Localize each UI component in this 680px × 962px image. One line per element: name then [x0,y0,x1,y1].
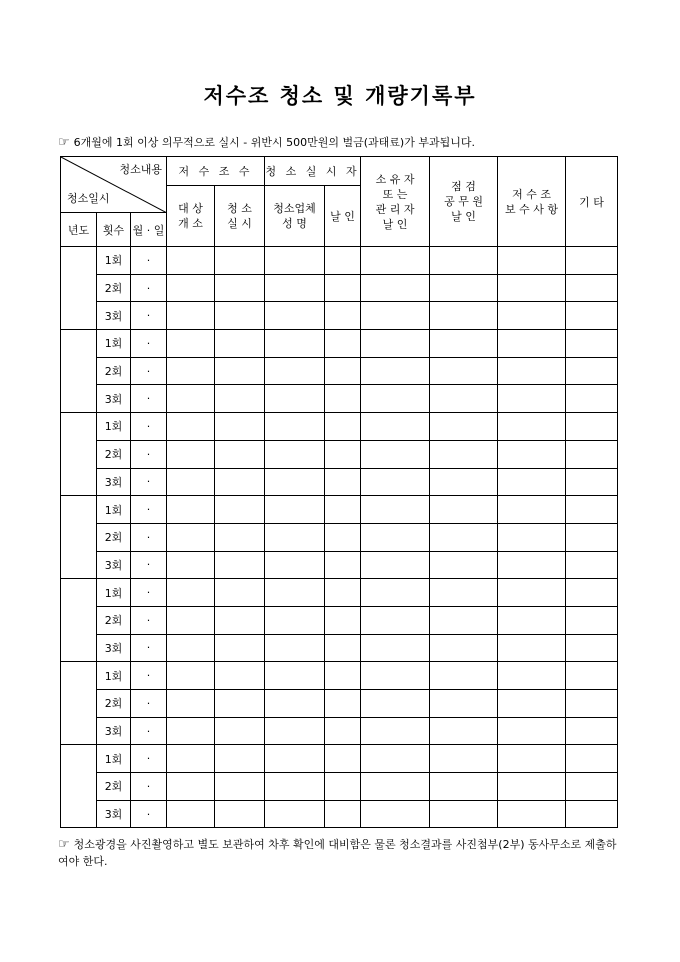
owner-seal-cell[interactable] [361,496,430,524]
header-target [167,186,215,247]
target-cell[interactable] [167,274,215,302]
owner-line-1: 소 유 자 [375,172,415,186]
count-cell: 1회 [97,579,131,607]
owner-seal-cell[interactable] [361,745,430,773]
date-cell[interactable]: · [131,413,167,441]
count-cell: 2회 [97,357,131,385]
header-repair [498,157,566,247]
owner-seal-cell[interactable] [361,551,430,579]
owner-line-4: 날 인 [382,217,408,231]
repair-cell[interactable] [498,551,566,579]
target-cell[interactable] [167,413,215,441]
cleaned-cell[interactable] [215,330,265,358]
date-cell[interactable]: · [131,690,167,718]
other-cell[interactable] [566,385,618,413]
table-row [61,468,618,496]
date-cell[interactable]: · [131,773,167,801]
table-row [61,634,618,662]
company-cell[interactable] [265,413,325,441]
cleaned-cell[interactable] [215,717,265,745]
company-cell[interactable] [265,330,325,358]
seal-cell[interactable] [325,800,361,828]
cleaned-cell[interactable] [215,274,265,302]
target-cell[interactable] [167,773,215,801]
table-row [61,330,618,358]
cleaned-line-1: 청 소 [227,202,252,215]
count-cell: 1회 [97,413,131,441]
target-cell[interactable] [167,440,215,468]
other-cell[interactable] [566,690,618,718]
company-cell[interactable] [265,523,325,551]
table-row [61,302,618,330]
seal-cell[interactable] [325,523,361,551]
inspector-seal-cell[interactable] [430,302,498,330]
header-month-day: 월 · 일 [131,213,167,247]
repair-cell[interactable] [498,690,566,718]
inspector-seal-cell[interactable] [430,773,498,801]
inspector-seal-cell[interactable] [430,579,498,607]
year-cell[interactable] [61,496,97,579]
date-cell[interactable]: · [131,302,167,330]
cleaned-cell[interactable] [215,440,265,468]
owner-seal-cell[interactable] [361,357,430,385]
company-cell[interactable] [265,385,325,413]
other-cell[interactable] [566,551,618,579]
header-inspector [430,157,498,247]
table-body [61,247,618,828]
company-cell[interactable] [265,800,325,828]
other-cell[interactable] [566,357,618,385]
seal-cell[interactable] [325,357,361,385]
company-cell[interactable] [265,634,325,662]
date-cell[interactable]: · [131,662,167,690]
table-row [61,274,618,302]
repair-cell[interactable] [498,606,566,634]
table-row [61,579,618,607]
other-cell[interactable] [566,496,618,524]
table-row [61,773,618,801]
target-cell[interactable] [167,606,215,634]
company-cell[interactable] [265,773,325,801]
repair-cell[interactable] [498,579,566,607]
repair-cell[interactable] [498,440,566,468]
table-row [61,357,618,385]
cleaned-cell[interactable] [215,523,265,551]
date-cell[interactable]: · [131,717,167,745]
notice-top-text: 6개월에 1회 이상 의무적으로 실시 - 위반시 500만원의 벌금(과태료)가 부과됩니다. [73,136,475,149]
table-row [61,551,618,579]
target-cell[interactable] [167,357,215,385]
inspector-seal-cell[interactable] [430,634,498,662]
seal-cell[interactable] [325,302,361,330]
company-cell[interactable] [265,717,325,745]
header-company [265,186,325,247]
other-cell[interactable] [566,523,618,551]
company-cell[interactable] [265,357,325,385]
owner-seal-cell[interactable] [361,773,430,801]
company-line-2: 성 명 [282,217,307,230]
inspector-seal-cell[interactable] [430,690,498,718]
cleaned-cell[interactable] [215,579,265,607]
seal-cell[interactable] [325,551,361,579]
year-cell[interactable] [61,247,97,330]
count-cell: 3회 [97,385,131,413]
target-cell[interactable] [167,247,215,275]
target-cell[interactable] [167,468,215,496]
cleaned-cell[interactable] [215,468,265,496]
pointing-hand-icon: ☞ [58,837,70,852]
header-year: 년도 [61,213,97,247]
repair-cell[interactable] [498,385,566,413]
date-cell[interactable]: · [131,330,167,358]
inspector-seal-cell[interactable] [430,385,498,413]
table-row [61,413,618,441]
count-cell: 2회 [97,440,131,468]
date-cell[interactable]: · [131,247,167,275]
company-cell[interactable] [265,274,325,302]
repair-line-2: 보 수 사 항 [505,202,559,216]
table-row [61,690,618,718]
count-cell: 3회 [97,634,131,662]
owner-seal-cell[interactable] [361,440,430,468]
repair-cell[interactable] [498,662,566,690]
owner-seal-cell[interactable] [361,634,430,662]
repair-cell[interactable] [498,413,566,441]
seal-cell[interactable] [325,274,361,302]
seal-cell[interactable] [325,606,361,634]
repair-cell[interactable] [498,302,566,330]
inspector-seal-cell[interactable] [430,274,498,302]
count-cell: 3회 [97,800,131,828]
inspector-seal-cell[interactable] [430,413,498,441]
owner-line-2: 또 는 [382,187,408,201]
seal-cell[interactable] [325,440,361,468]
notice-bottom-text: 청소광경을 사진촬영하고 별도 보관하여 차후 확인에 대비함은 물론 청소결과를 사진첨부(2부) 동사무소로 제출하여야 한다. [58,838,617,868]
other-cell[interactable] [566,773,618,801]
owner-seal-cell[interactable] [361,523,430,551]
repair-cell[interactable] [498,745,566,773]
year-cell[interactable] [61,413,97,496]
seal-cell[interactable] [325,413,361,441]
cleaned-cell[interactable] [215,413,265,441]
company-cell[interactable] [265,247,325,275]
date-cell[interactable]: · [131,634,167,662]
repair-cell[interactable] [498,523,566,551]
target-cell[interactable] [167,717,215,745]
owner-line-3: 관 리 자 [375,202,415,216]
owner-seal-cell[interactable] [361,662,430,690]
table-row [61,745,618,773]
count-cell: 2회 [97,690,131,718]
table-row [61,717,618,745]
inspector-seal-cell[interactable] [430,330,498,358]
cleaned-cell[interactable] [215,773,265,801]
other-cell[interactable] [566,274,618,302]
company-cell[interactable] [265,606,325,634]
target-cell[interactable] [167,496,215,524]
owner-seal-cell[interactable] [361,717,430,745]
owner-seal-cell[interactable] [361,800,430,828]
seal-cell[interactable] [325,385,361,413]
repair-cell[interactable] [498,717,566,745]
other-cell[interactable] [566,468,618,496]
header-count: 횟수 [97,213,131,247]
other-cell[interactable] [566,247,618,275]
count-cell: 3회 [97,468,131,496]
inspector-seal-cell[interactable] [430,551,498,579]
other-cell[interactable] [566,745,618,773]
cleaned-cell[interactable] [215,247,265,275]
company-cell[interactable] [265,302,325,330]
seal-cell[interactable] [325,690,361,718]
inspector-seal-cell[interactable] [430,606,498,634]
cleaned-cell[interactable] [215,606,265,634]
table-row [61,385,618,413]
repair-cell[interactable] [498,496,566,524]
other-cell[interactable] [566,440,618,468]
owner-seal-cell[interactable] [361,468,430,496]
count-cell: 1회 [97,247,131,275]
page-title: 저수조 청소 및 개량기록부 [203,83,477,108]
date-cell[interactable]: · [131,606,167,634]
target-cell[interactable] [167,523,215,551]
count-cell: 3회 [97,302,131,330]
seal-cell[interactable] [325,330,361,358]
seal-cell[interactable] [325,662,361,690]
date-cell[interactable]: · [131,800,167,828]
cleaning-record-table [60,156,618,828]
table-row [61,800,618,828]
target-cell[interactable] [167,745,215,773]
owner-seal-cell[interactable] [361,330,430,358]
date-cell[interactable]: · [131,523,167,551]
owner-seal-cell[interactable] [361,413,430,441]
target-cell[interactable] [167,551,215,579]
inspector-seal-cell[interactable] [430,468,498,496]
cleaned-line-2: 실 시 [227,217,252,230]
cleaned-cell[interactable] [215,302,265,330]
count-cell: 1회 [97,745,131,773]
company-cell[interactable] [265,551,325,579]
seal-cell[interactable] [325,496,361,524]
owner-seal-cell[interactable] [361,302,430,330]
other-cell[interactable] [566,662,618,690]
date-cell[interactable]: · [131,385,167,413]
cleaned-cell[interactable] [215,357,265,385]
repair-cell[interactable] [498,634,566,662]
count-cell: 3회 [97,717,131,745]
date-cell[interactable]: · [131,440,167,468]
count-cell: 3회 [97,551,131,579]
company-cell[interactable] [265,662,325,690]
target-cell[interactable] [167,385,215,413]
header-seal: 날 인 [325,186,361,247]
header-tank-count: 저 수 조 수 [167,157,265,186]
table-row [61,523,618,551]
other-cell[interactable] [566,302,618,330]
date-cell[interactable]: · [131,357,167,385]
repair-cell[interactable] [498,330,566,358]
table-row [61,606,618,634]
target-cell[interactable] [167,662,215,690]
date-cell[interactable]: · [131,274,167,302]
target-line-2: 개 소 [178,217,203,230]
other-cell[interactable] [566,634,618,662]
header-cleaned [215,186,265,247]
cleaned-cell[interactable] [215,385,265,413]
seal-cell[interactable] [325,717,361,745]
repair-line-1: 저 수 조 [512,187,551,201]
company-line-1: 청소업체 [273,202,316,215]
company-cell[interactable] [265,440,325,468]
diag-label-content: 청소내용 [119,163,163,176]
inspector-seal-cell[interactable] [430,717,498,745]
date-cell[interactable]: · [131,468,167,496]
cleaned-cell[interactable] [215,800,265,828]
notice-bottom [58,836,620,870]
inspector-line-1: 점 검 [451,180,476,193]
inspector-line-3: 날 인 [451,210,476,223]
inspector-seal-cell[interactable] [430,745,498,773]
owner-seal-cell[interactable] [361,274,430,302]
date-cell[interactable]: · [131,579,167,607]
inspector-seal-cell[interactable] [430,662,498,690]
date-cell[interactable]: · [131,745,167,773]
cleaned-cell[interactable] [215,496,265,524]
count-cell: 2회 [97,606,131,634]
inspector-seal-cell[interactable] [430,800,498,828]
company-cell[interactable] [265,468,325,496]
repair-cell[interactable] [498,468,566,496]
owner-seal-cell[interactable] [361,579,430,607]
count-cell: 2회 [97,523,131,551]
seal-cell[interactable] [325,745,361,773]
owner-seal-cell[interactable] [361,247,430,275]
pointing-hand-icon: ☞ [58,135,70,150]
other-cell[interactable] [566,606,618,634]
target-line-1: 대 상 [178,202,203,215]
other-cell[interactable] [566,717,618,745]
target-cell[interactable] [167,634,215,662]
inspector-seal-cell[interactable] [430,357,498,385]
inspector-seal-cell[interactable] [430,496,498,524]
other-cell[interactable] [566,413,618,441]
count-cell: 1회 [97,330,131,358]
repair-cell[interactable] [498,800,566,828]
cleaned-cell[interactable] [215,634,265,662]
table-row [61,662,618,690]
date-cell[interactable]: · [131,496,167,524]
repair-cell[interactable] [498,773,566,801]
cleaned-cell[interactable] [215,662,265,690]
count-cell: 1회 [97,496,131,524]
date-cell[interactable]: · [131,551,167,579]
year-cell[interactable] [61,330,97,413]
seal-cell[interactable] [325,634,361,662]
target-cell[interactable] [167,330,215,358]
inspector-seal-cell[interactable] [430,523,498,551]
target-cell[interactable] [167,579,215,607]
seal-cell[interactable] [325,468,361,496]
year-cell[interactable] [61,745,97,828]
company-cell[interactable] [265,745,325,773]
header-owner [361,157,430,247]
header-cleaner: 청 소 실 시 자 [265,157,361,186]
other-cell[interactable] [566,800,618,828]
company-cell[interactable] [265,690,325,718]
year-cell[interactable] [61,662,97,745]
other-cell[interactable] [566,330,618,358]
seal-cell[interactable] [325,247,361,275]
target-cell[interactable] [167,800,215,828]
repair-cell[interactable] [498,274,566,302]
diagonal-header-cell [61,157,167,213]
target-cell[interactable] [167,690,215,718]
year-cell[interactable] [61,579,97,662]
company-cell[interactable] [265,496,325,524]
target-cell[interactable] [167,302,215,330]
repair-cell[interactable] [498,247,566,275]
inspector-seal-cell[interactable] [430,247,498,275]
count-cell: 1회 [97,662,131,690]
other-cell[interactable] [566,579,618,607]
cleaned-cell[interactable] [215,551,265,579]
inspector-line-2: 공 무 원 [444,195,483,208]
repair-cell[interactable] [498,357,566,385]
table-row [61,440,618,468]
seal-cell[interactable] [325,773,361,801]
count-cell: 2회 [97,773,131,801]
cleaned-cell[interactable] [215,745,265,773]
company-cell[interactable] [265,579,325,607]
table-row [61,247,618,275]
seal-cell[interactable] [325,579,361,607]
owner-seal-cell[interactable] [361,385,430,413]
cleaned-cell[interactable] [215,690,265,718]
count-cell: 2회 [97,274,131,302]
table-row [61,496,618,524]
owner-seal-cell[interactable] [361,690,430,718]
inspector-seal-cell[interactable] [430,440,498,468]
header-other: 기 타 [566,157,618,247]
diag-label-datetime: 청소일시 [67,192,110,205]
notice-top [58,134,618,151]
owner-seal-cell[interactable] [361,606,430,634]
